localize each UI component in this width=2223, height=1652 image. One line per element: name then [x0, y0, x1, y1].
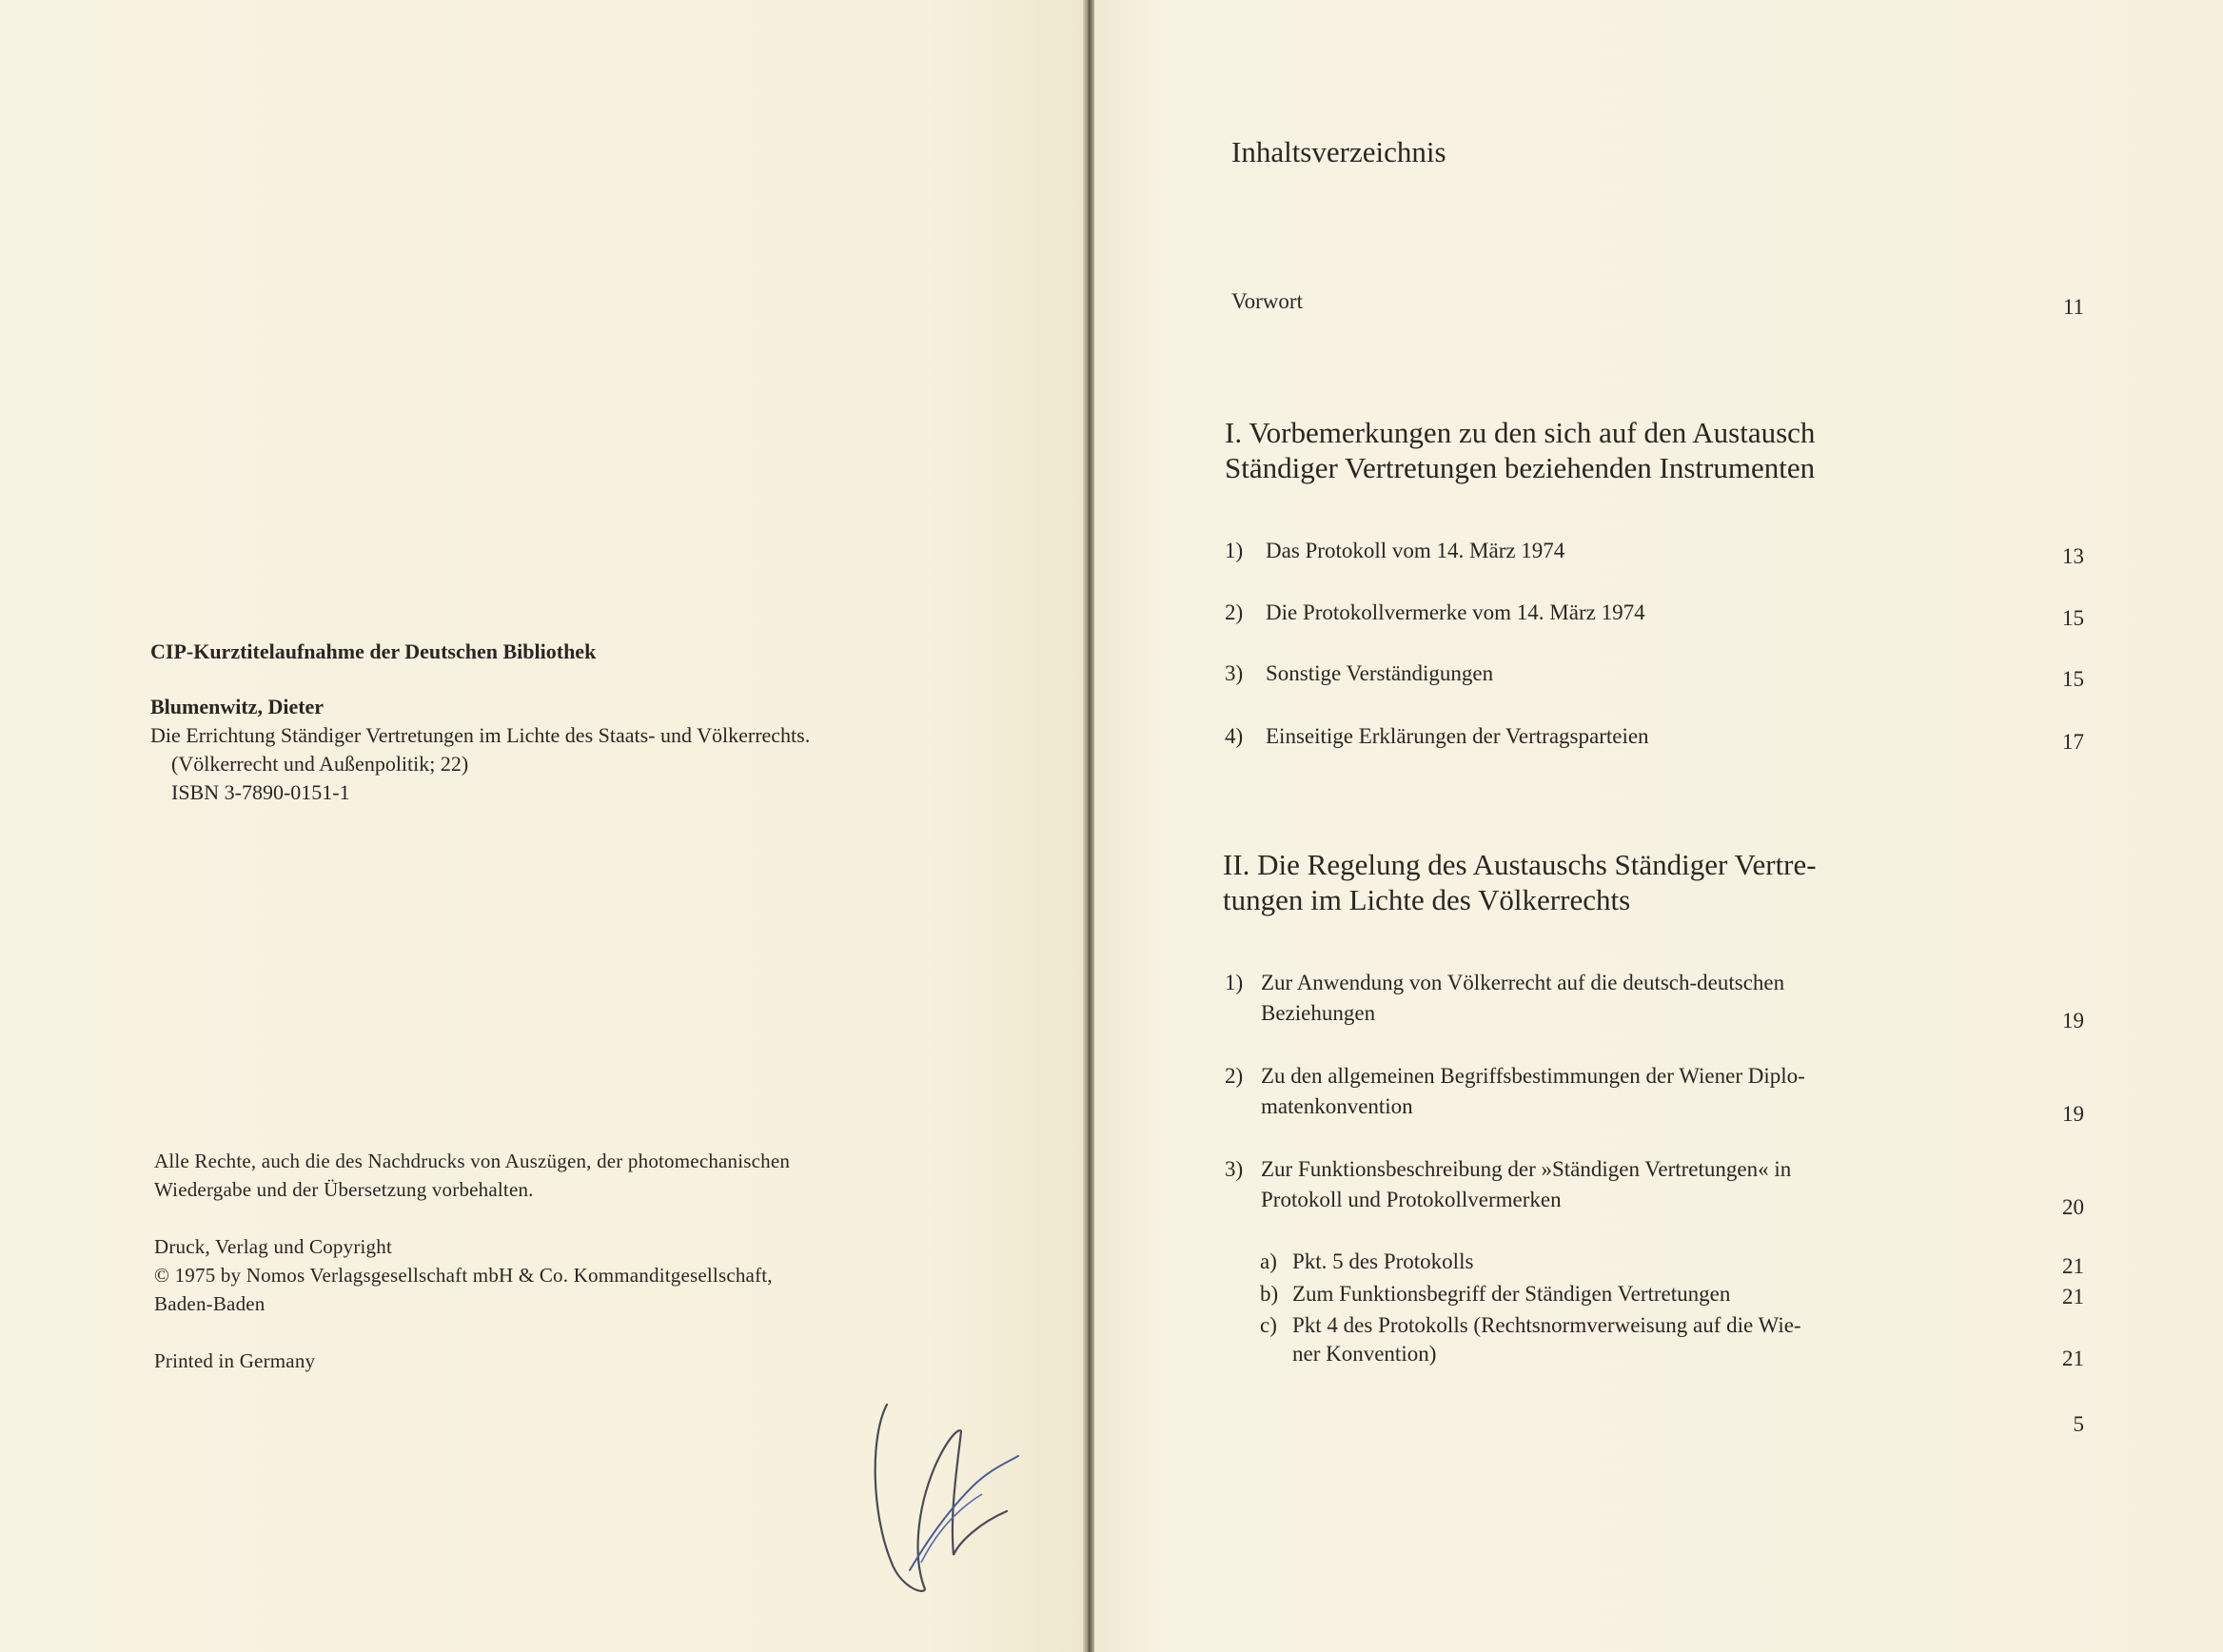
left-page: [0, 0, 1083, 1652]
rights-line-2: Wiedergabe und der Übersetzung vorbehalten.: [154, 1178, 534, 1201]
toc-entry-2-2-text-2: matenkonvention: [1261, 1094, 1413, 1118]
right-page: [1094, 0, 2223, 1652]
toc-entry-2-1-num: 1): [1225, 971, 1244, 994]
toc-sub-entry-c-num: c): [1260, 1313, 1277, 1337]
toc-entry-2-3-page: 20: [2062, 1195, 2084, 1219]
section-2-title-line-1: II. Die Regelung des Austauschs Ständiger Vertre-: [1223, 848, 1817, 881]
toc-sub-entry-a-num: a): [1260, 1249, 1277, 1273]
section-1-title-line-1: I. Vorbemerkungen zu den sich auf den Austausch: [1225, 416, 1816, 449]
toc-entry-2-1-page: 19: [2062, 1009, 2084, 1032]
toc-entry-1-1-num: 1): [1225, 539, 1244, 562]
toc-entry-2-2-num: 2): [1225, 1064, 1244, 1088]
toc-entry-1-3-page: 15: [2062, 667, 2084, 691]
toc-entry-1-4-page: 17: [2062, 730, 2084, 754]
copyright-line-3: Baden-Baden: [154, 1292, 266, 1315]
copyright-line-1: Druck, Verlag und Copyright: [154, 1235, 392, 1258]
book-title-line: Die Errichtung Ständiger Vertretungen im Lichte des Staats- und Völkerrechts.: [150, 723, 811, 747]
toc-sub-entry-c-text-1: Pkt 4 des Protokolls (Rechtsnormverweisung auf die Wie-: [1292, 1313, 1801, 1337]
toc-sub-entry-a-text: Pkt. 5 des Protokolls: [1292, 1249, 1474, 1273]
printed-line: Printed in Germany: [154, 1349, 316, 1372]
handwritten-signature: [866, 1399, 1028, 1608]
toc-sub-entry-b-text: Zum Funktionsbegriff der Ständigen Vertretungen: [1292, 1282, 1731, 1306]
toc-entry-1-2-page: 15: [2062, 606, 2084, 630]
toc-entry-vorwort: Vorwort: [1231, 289, 1303, 313]
toc-sub-entry-c-text-2: ner Konvention): [1292, 1342, 1437, 1366]
toc-sub-entry-a-page: 21: [2062, 1254, 2084, 1278]
toc-sub-entry-b-page: 21: [2062, 1285, 2084, 1308]
toc-entry-2-3-text-2: Protokoll und Protokollvermerken: [1261, 1188, 1562, 1211]
page-folio: 5: [2073, 1412, 2084, 1436]
author-name: Blumenwitz, Dieter: [150, 695, 325, 718]
copyright-line-2: © 1975 by Nomos Verlagsgesellschaft mbH & Co. Kommanditgesellschaft,: [154, 1264, 773, 1287]
toc-entry-2-2-page: 19: [2062, 1102, 2084, 1126]
toc-entry-2-1-text-2: Beziehungen: [1261, 1001, 1376, 1025]
toc-entry-2-3-text-1: Zur Funktionsbeschreibung der »Ständigen Vertretungen« in: [1261, 1157, 1792, 1181]
toc-title: Inhaltsverzeichnis: [1231, 135, 1446, 168]
isbn-line: ISBN 3-7890-0151-1: [171, 780, 350, 804]
toc-entry-2-2-text-1: Zu den allgemeinen Begriffsbestimmungen der Wiener Diplo-: [1261, 1064, 1805, 1088]
toc-sub-entry-c-page: 21: [2062, 1347, 2084, 1370]
toc-entry-1-4-text: Einseitige Erklärungen der Vertragsparteien: [1266, 724, 1649, 748]
toc-entry-1-2-text: Die Protokollvermerke vom 14. März 1974: [1266, 600, 1645, 624]
book-gutter: [1083, 0, 1094, 1652]
toc-entry-1-2-num: 2): [1225, 600, 1244, 624]
toc-entry-2-3-num: 3): [1225, 1157, 1244, 1181]
toc-sub-entry-b-num: b): [1260, 1282, 1279, 1306]
section-2-title-line-2: tungen im Lichte des Völkerrechts: [1223, 883, 1631, 916]
toc-entry-1-3-text: Sonstige Verständigungen: [1266, 661, 1494, 685]
toc-entry-1-1-text: Das Protokoll vom 14. März 1974: [1266, 539, 1565, 562]
toc-entry-2-1-text-1: Zur Anwendung von Völkerrecht auf die deutsch-deutschen: [1261, 971, 1785, 994]
series-line: (Völkerrecht und Außenpolitik; 22): [171, 752, 469, 776]
toc-entry-1-3-num: 3): [1225, 661, 1244, 685]
toc-entry-1-1-page: 13: [2062, 544, 2084, 568]
cip-heading: CIP-Kurztitelaufnahme der Deutschen Bibliothek: [150, 639, 597, 663]
rights-line-1: Alle Rechte, auch die des Nachdrucks von Auszügen, der photomechanischen: [154, 1150, 791, 1172]
toc-page-vorwort: 11: [2062, 295, 2084, 319]
section-1-title-line-2: Ständiger Vertretungen beziehenden Instrumenten: [1225, 451, 1816, 484]
toc-entry-1-4-num: 4): [1225, 724, 1244, 748]
